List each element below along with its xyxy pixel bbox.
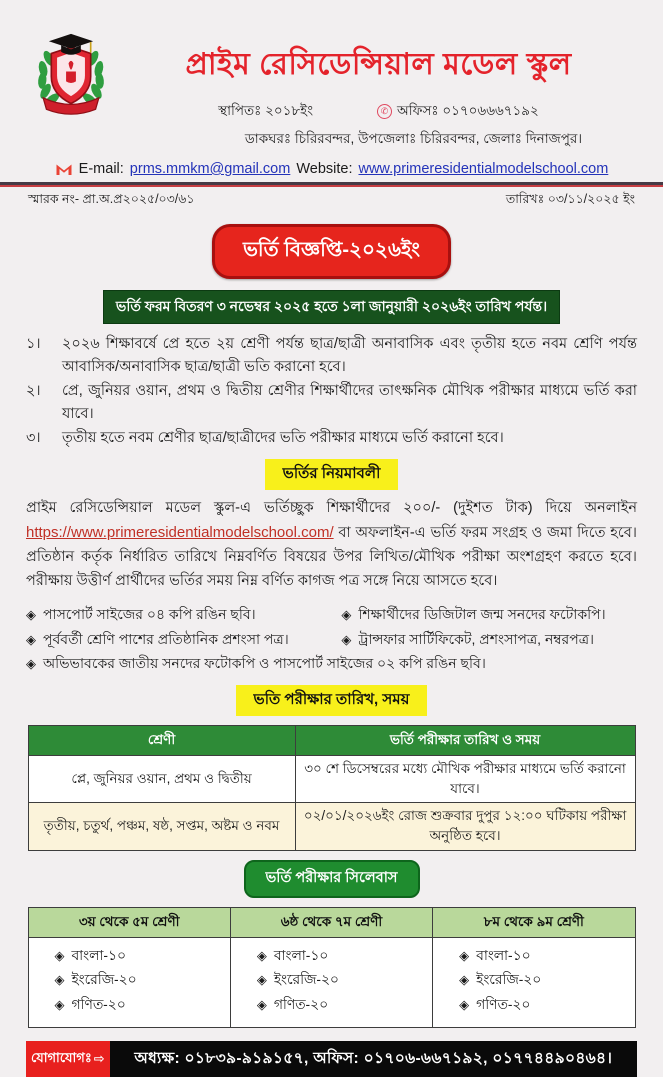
syllabus-column-header: ৮ম থেকে ৯ম শ্রেণী (433, 907, 635, 937)
subject-item (257, 993, 428, 1018)
office-phone (377, 100, 539, 123)
list-item (26, 333, 637, 380)
subject-item (257, 968, 428, 993)
table-row (28, 803, 635, 851)
syllabus-cell (433, 937, 635, 1027)
subject-item (55, 968, 226, 993)
table-header-row (28, 725, 635, 755)
website-label: Website: (296, 161, 353, 177)
subject-item (55, 993, 226, 1018)
diamond-bullet-icon: ◈ (459, 972, 470, 988)
required-documents-list (0, 593, 663, 675)
subject-text: গণিত-২০ (476, 997, 531, 1013)
memo-row (0, 187, 663, 211)
shield-emblem (66, 72, 76, 83)
document-text: পূর্ববর্তী শ্রেণি পাশের প্রতিষ্ঠানিক প্রশংসা পত্র। (43, 630, 289, 647)
syllabus-cell (230, 937, 432, 1027)
memo-number: স্মারক নং- প্রা.অ.প্র২০২৫/০৩/৬১ (28, 192, 195, 206)
diamond-bullet-icon: ◈ (54, 972, 65, 988)
contact-label (26, 1041, 110, 1077)
subject-item (459, 993, 630, 1018)
subject-text: ইংরেজি-২০ (71, 972, 137, 988)
phone-icon: ✆ (377, 104, 392, 119)
schedule-cell: ০২/০১/২০২৬ইং রোজ শুক্রবার দুপুর ১২:০০ ঘটিকায় পরীক্ষা অনুষ্ঠিত হবে। (295, 803, 635, 851)
table-row (28, 937, 635, 1027)
document-text: পাসপোর্ট সাইজের ০৪ কপি রঙিন ছবি। (43, 606, 256, 623)
document-item (341, 602, 637, 626)
subject-text: ইংরেজি-২০ (476, 972, 542, 988)
item-number: ২। (26, 382, 41, 399)
subject-text: বাংলা-১০ (273, 947, 329, 963)
column-header-datetime: ভর্তি পরীক্ষার তারিখ ও সময় (295, 725, 635, 755)
diamond-bullet-icon: ◈ (26, 607, 36, 623)
subject-text: গণিত-২০ (273, 997, 329, 1013)
document-text: ট্রান্সফার সার্টিফিকেট, প্রশংসাপত্র, নম্বরপত্র। (358, 630, 595, 647)
subject-text: গণিত-২০ (71, 997, 126, 1013)
school-address: ডাকঘরঃ চিরিরবন্দর, উপজেলাঃ চিরিরবন্দর, জেলাঃ দিনাজপুর। (244, 131, 583, 146)
established-text: স্থাপিতঃ ২০১৮ইং (218, 103, 314, 118)
syllabus-badge: ভর্তি পরীক্ষার সিলেবাস (244, 860, 420, 898)
class-cell: প্লে, জুনিয়র ওয়ান, প্রথম ও দ্বিতীয় (28, 755, 295, 803)
exam-schedule-heading: ভতি পরীক্ষার তারিখ, সময় (236, 685, 428, 716)
syllabus-table (28, 907, 636, 1028)
rules-text-after-link: বা অফলাইন-এ ভর্তি ফরম সংগ্রহ ও জমা দিতে হবে। প্রতিষ্ঠান কর্তৃক নির্ধারিত তারিখে নিম্নবর্ণিত বিষয়ের উপর লিখিত/মৌখিক পরীক্ষা অংশগ্রহণ করতে হবে। পরীক্ষায় উত্তীর্ণ প্রার্থীদের ভর্তির সময় নিম্ন বর্ণিত কাগজ পত্র সঙ্গে নিয়ে আসতে হবে। (26, 525, 637, 589)
gmail-icon (55, 162, 73, 176)
graduation-cap (49, 34, 93, 49)
subject-item (257, 944, 428, 969)
rules-paragraph (0, 490, 663, 593)
diamond-bullet-icon: ◈ (26, 656, 36, 672)
email-link[interactable]: prms.mmkm@gmail.com (129, 161, 291, 177)
contact-footer (26, 1041, 637, 1077)
diamond-bullet-icon: ◈ (459, 997, 470, 1013)
school-crest-logo (30, 30, 112, 118)
rules-text-before-link: প্রাইম রেসিডেন্সিয়াল মডেল স্কুল-এ ভর্তিচ্ছুক শিক্ষার্থীদের ২০০/- (দুইশত টাক) দিয়ে অনলাইন (26, 500, 637, 517)
diamond-bullet-icon: ◈ (256, 947, 267, 963)
item-number: ১। (26, 336, 41, 352)
column-header-class: শ্রেণী (28, 725, 295, 755)
diamond-bullet-icon: ◈ (256, 972, 267, 988)
contact-links-row (0, 161, 663, 177)
office-phone-text: অফিসঃ ০১৭০৬৬৬৭১৯২ (397, 103, 539, 118)
subject-item (459, 968, 630, 993)
subject-item (459, 944, 630, 969)
diamond-bullet-icon: ◈ (459, 947, 470, 963)
syllabus-column-header: ৬ষ্ঠ থেকে ৭ম শ্রেণী (230, 907, 432, 937)
admission-url-link[interactable]: https://www.primeresidentialmodelschool.com/ (26, 524, 334, 542)
rules-heading: ভর্তির নিয়মাবলী (265, 459, 399, 490)
diamond-bullet-icon: ◈ (54, 947, 65, 963)
item-text: ২০২৬ শিক্ষাবর্ষে প্রে হতে ২য় শ্রেণী পর্যন্ত ছাত্র/ছাত্রী অনাবাসিক এবং তৃতীয় হতে নবম শ্রেণি পর্যন্ত আবাসিক/অনাবাসিক ছাত্র/ছাত্রী ভতি করানো হবে। (62, 336, 637, 376)
syllabus-column-header: ৩য় থেকে ৫ম শ্রেণী (28, 907, 230, 937)
document-item (26, 602, 333, 626)
class-cell: তৃতীয়, চতুর্থ, পঞ্চম, ষষ্ঠ, সপ্তম, অষ্টম ও নবম (28, 803, 295, 851)
subject-text: বাংলা-১০ (71, 947, 126, 963)
diamond-bullet-icon: ◈ (26, 631, 36, 647)
school-name: প্রাইম রেসিডেন্সিয়াল মডেল স্কুল (185, 48, 572, 81)
contact-label-text: যোগাযোগঃ (31, 1049, 92, 1065)
schedule-cell: ৩০ শে ডিসেম্বরের মধ্যে মৌখিক পরীক্ষার মাধ্যমে ভর্তি করানো যাবে। (295, 755, 635, 803)
contact-phone-bar: অধ্যক্ষ: ০১৮৩৯-৯১৯১৫৭, অফিস: ০১৭০৬-৬৬৭১৯২, ০১৭৭৪৪৯০৪৬৪। (110, 1041, 637, 1077)
diamond-bullet-icon: ◈ (341, 631, 352, 647)
list-item (26, 380, 637, 427)
document-item (341, 627, 637, 651)
notice-title-badge: ভর্তি বিজ্ঞপ্তি-২০২৬ইং (212, 224, 451, 279)
document-text: অভিভাবকের জাতীয় সনদের ফটোকপি ও পাসপোর্ট সাইজের ০২ কপি রঙিন ছবি। (43, 655, 486, 672)
list-item (26, 427, 637, 450)
diamond-bullet-icon: ◈ (54, 997, 65, 1013)
subject-item (55, 944, 226, 969)
diamond-bullet-icon: ◈ (341, 607, 352, 623)
arrow-right-icon: ⇨ (93, 1051, 105, 1067)
subject-text: বাংলা-১০ (476, 947, 531, 963)
document-item (26, 627, 333, 651)
item-text: প্রে, জুনিয়র ওয়ান, প্রথম ও দ্বিতীয় শ্রেণীর শিক্ষার্থীদের তাৎক্ষনিক মৌখিক পরীক্ষার মাধ্যমে ভর্তি করা যাবে। (62, 382, 637, 423)
email-label: E-mail: (78, 161, 124, 177)
subject-text: ইংরেজি-২০ (273, 972, 339, 988)
website-link[interactable]: www.primeresidentialmodelschool.com (358, 161, 609, 177)
syllabus-cell (28, 937, 230, 1027)
table-header-row (28, 907, 635, 937)
document-text: শিক্ষার্থীদের ডিজিটাল জন্ম সনদের ফটোকপি। (358, 606, 606, 623)
table-row (28, 755, 635, 803)
diamond-bullet-icon: ◈ (256, 997, 267, 1013)
form-distribution-banner: ভর্তি ফরম বিতরণ ৩ নভেম্বর ২০২৫ হতে ১লা জানুয়ারী ২০২৬ইং তারিখ পর্যন্ত। (103, 290, 560, 324)
letterhead (0, 30, 663, 151)
document-item (26, 651, 637, 675)
item-text: তৃতীয় হতে নবম শ্রেণীর ছাত্র/ছাত্রীদের ভতি পরীক্ষার মাধ্যমে ভর্তি করানো হবে। (62, 429, 504, 446)
exam-schedule-table (28, 725, 636, 851)
memo-date: তারিখঃ ০৩/১১/২০২৫ ইং (505, 192, 635, 206)
admission-conditions-list (0, 324, 663, 450)
item-number: ৩। (26, 429, 41, 446)
